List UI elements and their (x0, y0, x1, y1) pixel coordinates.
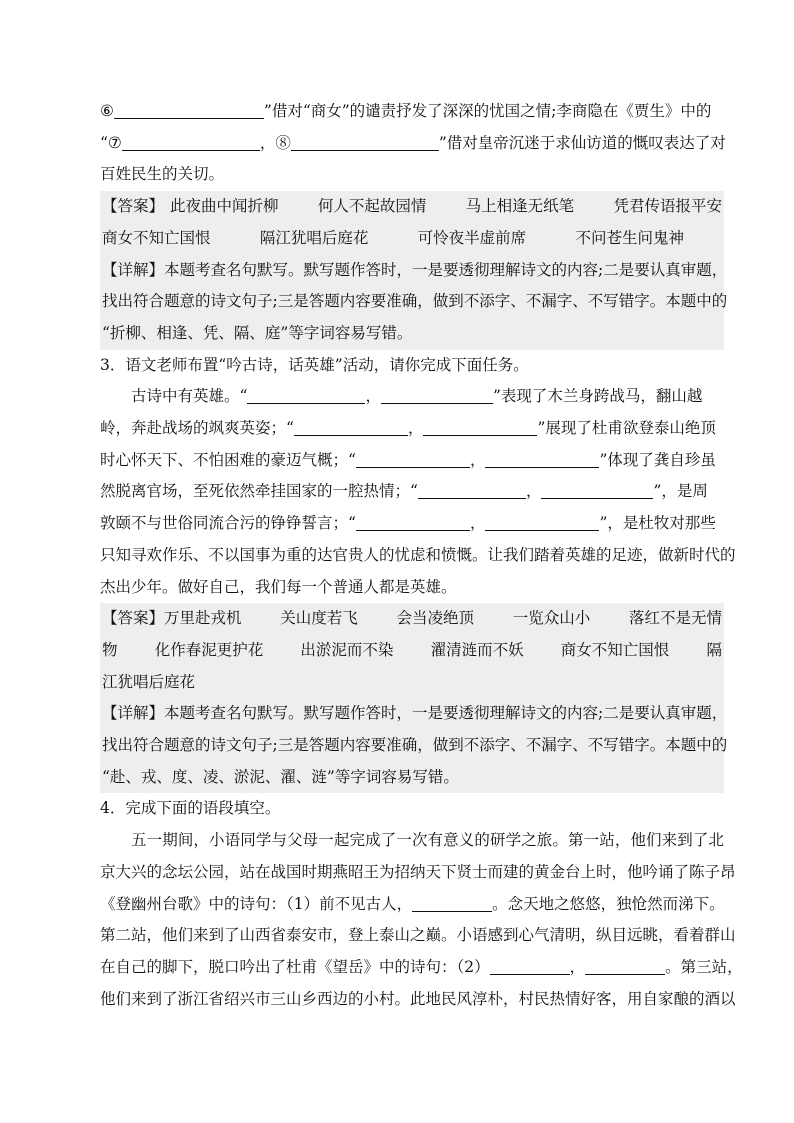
answer-item: 凭君传语报平安 (613, 197, 722, 216)
text-segment: 岭，奔赴战场的飒爽英姿；“ (100, 419, 294, 438)
text-segment: 京大兴的念坛公园，站在战国时期燕昭王为招纳天下贤士而建的黄金台上时，他吟诵了陈子昂 (100, 862, 736, 881)
text-segment: ， (469, 514, 486, 533)
answer-item: 不问苍生问鬼神 (575, 228, 684, 247)
text-segment: ”，是周 (653, 482, 708, 501)
answer-item: 一览众山小 (512, 609, 591, 628)
question-title (100, 793, 724, 825)
text-segment: ， (469, 450, 486, 469)
answer-item: 商女不知亡国恨 (560, 640, 670, 659)
text-segment: “折柳、相逢、凭、隔、庭”等字词容易写错。 (102, 323, 413, 342)
text-segment: 时心怀天下、不怕困难的豪迈气概；“ (100, 450, 356, 469)
text-segment: 敦颐不与世俗同流合污的铮铮誓言；“ (100, 514, 356, 533)
circled-number: ⑥ (100, 102, 114, 120)
detail-box (100, 255, 728, 350)
text-segment: 找出符合题意的诗文句子;三是答题内容要准确，做到不添字、不漏字、不写错字。本题中的 (102, 292, 728, 311)
answer-item: 物 (102, 640, 118, 659)
text-segment: “⑦ (100, 133, 122, 152)
text-segment: “赴、戎、度、凌、淤泥、濯、涟”等字词容易写错。 (102, 767, 459, 786)
text-line (100, 96, 724, 128)
detail-line (100, 286, 728, 318)
blank-line[interactable] (381, 388, 493, 405)
text-line (100, 984, 736, 1016)
text-line (100, 381, 724, 413)
text-segment: ”，是杜牧对那些 (599, 514, 716, 533)
text-segment: 他们来到了浙江省绍兴市三山乡西边的小村。此地民风淳朴，村民热情好客，用自家酿的酒以 (100, 989, 736, 1008)
detail-label: 【详解】 (102, 260, 165, 279)
answer-item: 可怜夜半虚前席 (417, 228, 527, 247)
text-line (100, 540, 736, 572)
text-segment: ， (407, 419, 424, 438)
answer-row (100, 603, 724, 635)
text-line (100, 476, 724, 508)
text-segment: 五一期间，小语同学与父母一起完成了一次有意义的研学之旅。第一站，他们来到了北 (131, 831, 724, 850)
text-segment: 然脱离官场，至死依然牵挂国家的一腔热情；“ (100, 482, 418, 501)
blank-line[interactable] (247, 388, 365, 405)
text-line (100, 572, 724, 604)
text-segment: 杰出少年。做好自己，我们每一个普通人都是英雄。 (100, 577, 457, 596)
blank-line[interactable] (412, 895, 492, 912)
blank-line[interactable] (418, 483, 526, 500)
answer-item: 商女不知亡国恨 (102, 228, 211, 247)
page-content (100, 96, 743, 1015)
detail-line (100, 255, 728, 287)
text-segment: 《登幽州台歌》中的诗句：（1）前不见古人， (100, 894, 413, 913)
blank-line[interactable] (423, 420, 537, 437)
answer-box (100, 191, 724, 254)
answer-label: 【答案】 (102, 609, 165, 628)
text-segment: 第二站，他们来到了山西省泰安市，登上泰山之巅。小语感到心气清明，纵目远眺，看着群山 (100, 926, 736, 945)
text-segment: ，⑧ (259, 133, 291, 152)
text-segment: 。念天地之悠悠，独怆然而涕下。 (492, 894, 725, 913)
blank-line[interactable] (122, 134, 260, 151)
text-segment: 。第三站， (665, 957, 743, 976)
text-line (100, 413, 724, 445)
text-line (100, 445, 724, 477)
answer-item: 落红不是无情 (628, 609, 722, 628)
answer-item: 隔 (706, 640, 722, 659)
text-segment: 百姓民生的关切。 (100, 165, 225, 184)
blank-line[interactable] (485, 515, 599, 532)
answer-item: 此夜曲中闻折柳 (170, 197, 279, 216)
text-segment: 3．语文老师布置“吟古诗，话英雄”活动，请你完成下面任务。 (100, 355, 529, 374)
detail-line (100, 698, 728, 730)
answer-item: 江犹唱后庭花 (102, 672, 196, 691)
answer-box (100, 603, 724, 698)
text-line (100, 857, 736, 889)
text-line (100, 825, 724, 857)
answer-label: 【答案】 (102, 197, 165, 216)
detail-line (100, 730, 728, 762)
blank-line[interactable] (356, 515, 470, 532)
blank-line[interactable] (356, 451, 470, 468)
text-segment: ， (569, 957, 586, 976)
answer-item: 出淤泥而不染 (300, 640, 394, 659)
answer-row (100, 191, 724, 223)
text-line (100, 159, 724, 191)
answer-row (100, 667, 724, 699)
text-line (100, 952, 743, 984)
blank-line[interactable] (490, 958, 570, 975)
blank-line[interactable] (294, 420, 408, 437)
text-segment: ， (525, 482, 542, 501)
answer-item: 万里赴戎机 (164, 609, 242, 628)
text-segment: 在自己的脚下，脱口吟出了杜甫《望岳》中的诗句：（2） (100, 957, 490, 976)
text-line (100, 889, 724, 921)
text-segment: ”体现了龚自珍虽 (599, 450, 716, 469)
answer-item: 关山度若飞 (280, 609, 358, 628)
text-segment: ”表现了木兰身跨战马，翻山越 (492, 387, 703, 406)
answer-row (100, 635, 724, 667)
answer-item: 何人不起故园情 (317, 197, 427, 216)
text-segment: 古诗中有英雄。“ (131, 387, 248, 406)
text-line (100, 128, 724, 160)
answer-item: 马上相逢无纸笔 (465, 197, 575, 216)
text-segment: 4．完成下面的语段填空。 (100, 799, 281, 818)
detail-line (100, 318, 724, 350)
text-segment: 找出符合题意的诗文句子;三是答题内容要准确，做到不添字、不漏字、不写错字。本题中的 (102, 736, 728, 755)
answer-item: 隔江犹唱后庭花 (259, 228, 369, 247)
detail-line (100, 762, 724, 794)
blank-line[interactable] (114, 103, 264, 120)
text-segment: 本题考查名句默写。默写题作答时，一是要透彻理解诗文的内容;二是要认真审题， (164, 704, 728, 723)
blank-line[interactable] (585, 958, 665, 975)
blank-line[interactable] (485, 451, 599, 468)
text-segment: ”借对皇帝沉迷于求仙访道的慨叹表达了对 (438, 133, 726, 152)
text-line (100, 920, 736, 952)
text-segment: ， (365, 387, 381, 406)
blank-line[interactable] (291, 134, 439, 151)
blank-line[interactable] (541, 483, 653, 500)
answer-item: 濯清涟而不妖 (430, 640, 524, 659)
text-segment: ”借对“商女”的谴责抒发了深深的忧国之情;李商隐在《贾生》中的 (263, 102, 712, 120)
text-segment: 只知寻欢作乐、不以国事为重的达官贵人的忧虑和愤慨。让我们踏着英雄的足迹，做新时代的 (100, 545, 736, 564)
text-line (100, 508, 724, 540)
text-segment: ”展现了杜甫欲登泰山绝顶 (537, 419, 716, 438)
text-segment: 本题考查名句默写。默写题作答时，一是要透彻理解诗文的内容;二是要认真审题， (164, 260, 728, 279)
detail-box (100, 698, 728, 793)
detail-label: 【详解】 (102, 704, 165, 723)
answer-item: 化作春泥更护花 (154, 640, 264, 659)
answer-row (100, 223, 724, 255)
question-title (100, 350, 724, 382)
answer-item: 会当凌绝顶 (396, 609, 474, 628)
